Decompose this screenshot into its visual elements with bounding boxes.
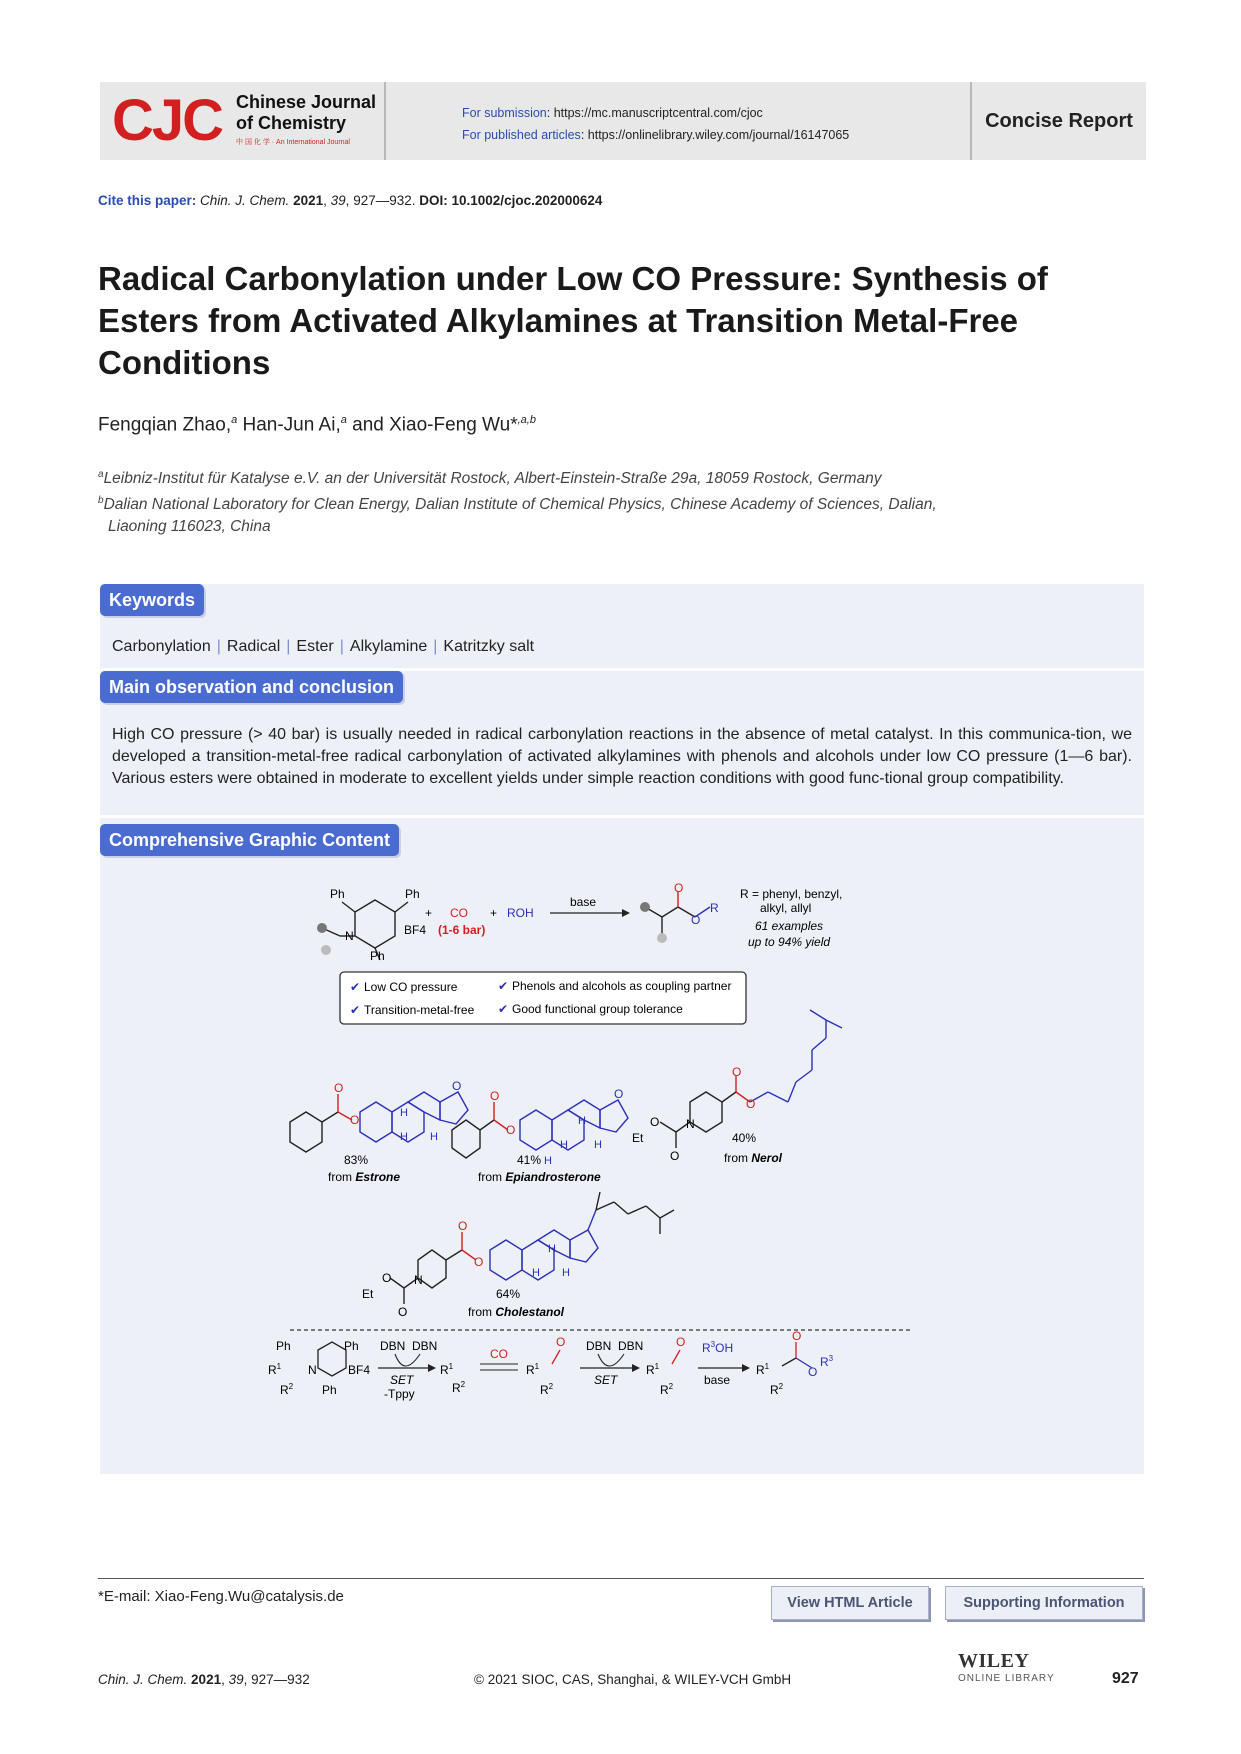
svg-text:BF4: BF4 bbox=[348, 1363, 371, 1377]
svg-text:DBN: DBN bbox=[618, 1339, 644, 1353]
logo-abbreviation: CJC bbox=[112, 88, 223, 153]
svg-text:R2: $R^2$ bbox=[660, 1382, 674, 1397]
svg-text:O: O bbox=[490, 1089, 500, 1103]
footer-volume: 39 bbox=[228, 1672, 244, 1687]
check-icon: ✔ bbox=[350, 1003, 361, 1017]
author-affil-mark: a bbox=[340, 414, 347, 426]
svg-text:R3OH: $R^3OH$ bbox=[702, 1340, 734, 1355]
alcohol-label: ROH bbox=[507, 906, 534, 920]
svg-text:DBN: DBN bbox=[380, 1339, 406, 1353]
svg-text:R: R bbox=[710, 901, 719, 915]
estrone-ester-structure bbox=[290, 1092, 468, 1152]
article-type: Concise Report bbox=[985, 109, 1133, 132]
footer-rule bbox=[98, 1578, 1144, 1579]
graphical-abstract bbox=[268, 880, 950, 1470]
svg-text:DBN: DBN bbox=[412, 1339, 438, 1353]
product-yield: 40% bbox=[732, 1131, 757, 1145]
author-affil-mark: a bbox=[231, 414, 238, 426]
cite-volume: 39 bbox=[330, 193, 346, 208]
journal-logo bbox=[100, 82, 384, 160]
wiley-wordmark: WILEY bbox=[958, 1650, 1030, 1672]
svg-text:H: H bbox=[430, 1131, 438, 1143]
footer-journal: Chin. J. Chem. bbox=[98, 1672, 188, 1687]
affiliation-text: Dalian National Laboratory for Clean Energy, Dalian Institute of Chemical Physics, Chinese Academy of Sciences, Dalian, bbox=[103, 496, 937, 514]
svg-text:O: O bbox=[452, 1079, 462, 1093]
svg-text:H: H bbox=[560, 1139, 568, 1151]
keywords-heading: Keywords bbox=[100, 584, 204, 616]
cite-pages: 927—932. bbox=[353, 193, 416, 208]
svg-text:R2: $R^2$ bbox=[770, 1382, 784, 1397]
header-links: For submission: https://mc.manuscriptcentral.com/cjoc For published articles: https://onlinelibrary.wiley.com/journal/16147065 bbox=[462, 106, 850, 142]
max-yield: up to 94% yield bbox=[748, 935, 831, 949]
co-label: CO bbox=[450, 906, 468, 920]
logo-line-1: Chinese Journal bbox=[236, 92, 377, 112]
substituent-dot bbox=[321, 945, 331, 955]
r-definition: alkyl, allyl bbox=[760, 901, 812, 915]
plus-sign: + bbox=[490, 906, 498, 920]
submission-label: For submission bbox=[462, 106, 547, 120]
svg-text:O: O bbox=[474, 1255, 484, 1269]
reaction-condition: base bbox=[570, 895, 597, 909]
svg-text:SET: SET bbox=[390, 1373, 414, 1387]
svg-text:O: O bbox=[732, 1065, 742, 1079]
svg-text:R2: $R^2$ bbox=[452, 1380, 466, 1395]
logo-subtitle: 中 国 化 学 · An International Journal bbox=[236, 139, 350, 146]
product-source: from Epiandrosterone bbox=[478, 1170, 601, 1184]
affiliations bbox=[98, 464, 1058, 538]
svg-text:R3: $R^3$ bbox=[820, 1354, 834, 1369]
product-yield: 83% bbox=[344, 1153, 369, 1167]
ethyl-label: Et bbox=[632, 1131, 644, 1145]
product-source: from Estrone bbox=[328, 1170, 401, 1184]
svg-text:R1: $R^1$ bbox=[268, 1362, 282, 1377]
keyword: Ester bbox=[296, 638, 334, 655]
svg-text:O: O bbox=[808, 1365, 818, 1379]
keyword: Katritzky salt bbox=[443, 638, 535, 655]
feature-item: Transition-metal-free bbox=[364, 1003, 475, 1017]
check-icon: ✔ bbox=[350, 980, 361, 994]
substituent-dot bbox=[317, 923, 327, 933]
svg-text:H: H bbox=[578, 1115, 586, 1127]
feature-item: Phenols and alcohols as coupling partner bbox=[512, 979, 732, 993]
svg-text:O: O bbox=[398, 1305, 408, 1319]
published-label: For published articles bbox=[462, 128, 581, 142]
phenyl-label: Ph bbox=[405, 887, 420, 901]
svg-text:N: N bbox=[686, 1117, 695, 1131]
affiliation-text: Leibniz-Institut für Katalyse e.V. an der Universität Rostock, Albert-Einstein-Straße 29a, 18059 Rostock, Germany bbox=[103, 470, 882, 488]
svg-text:base: base bbox=[704, 1373, 731, 1387]
main-observation-text: High CO pressure (> 40 bar) is usually needed in radical carbonylation reactions in the absence of metal catalyst. In this communica-tion, we developed a transition-metal-free radical carbonylation of activated alkylamines with phenols and alcohols under low CO pressure (1—6 bar). Various esters were obtained in moderate to excellent yields under simple reaction conditions with good func-tional group compatibility. bbox=[112, 726, 1132, 787]
svg-text:O: O bbox=[670, 1149, 680, 1163]
page-number: 927 bbox=[1112, 1670, 1139, 1687]
svg-text:O: O bbox=[382, 1271, 392, 1285]
example-count: 61 examples bbox=[755, 919, 824, 933]
author-name: Han-Jun Ai, bbox=[242, 414, 341, 436]
plus-sign: + bbox=[425, 906, 433, 920]
cite-label: Cite this paper: bbox=[98, 193, 197, 208]
svg-text:N: N bbox=[308, 1363, 317, 1377]
svg-text:R1: $R^1$ bbox=[526, 1362, 540, 1377]
product-source: from Nerol bbox=[724, 1151, 783, 1165]
logo-line-2: of Chemistry bbox=[236, 113, 347, 133]
svg-text:DBN: DBN bbox=[586, 1339, 612, 1353]
phenyl-label: Ph bbox=[370, 949, 385, 963]
wiley-subtext: ONLINE LIBRARY bbox=[958, 1673, 1055, 1684]
svg-text:O: O bbox=[458, 1219, 468, 1233]
keyword: Alkylamine bbox=[349, 638, 428, 655]
svg-text:Ph: Ph bbox=[276, 1339, 291, 1353]
affiliation-text: Liaoning 116023, China bbox=[108, 518, 271, 536]
graphic-heading: Comprehensive Graphic Content bbox=[100, 824, 399, 856]
published-link[interactable]: https://onlinelibrary.wiley.com/journal/16147065 bbox=[587, 128, 850, 142]
cholestanol-ester-structure bbox=[390, 1192, 674, 1304]
svg-text:O: O bbox=[792, 1329, 802, 1343]
svg-text:H: H bbox=[544, 1155, 552, 1167]
svg-text:O: O bbox=[614, 1087, 624, 1101]
wiley-logo bbox=[958, 1650, 1055, 1684]
svg-text:O: O bbox=[676, 1335, 686, 1349]
svg-text:O: O bbox=[334, 1081, 344, 1095]
keyword-list: Carbonylation | Radical | Ester | Alkylamine | Katritzky salt bbox=[112, 638, 535, 655]
cite-journal: Chin. J. Chem. bbox=[200, 193, 290, 208]
copyright-notice: © 2021 SIOC, CAS, Shanghai, & WILEY-VCH GmbH bbox=[474, 1672, 792, 1687]
check-icon: ✔ bbox=[498, 1002, 509, 1016]
feature-item: Good functional group tolerance bbox=[512, 1002, 683, 1016]
counterion-label: BF4 bbox=[404, 923, 427, 937]
svg-text:H: H bbox=[562, 1267, 570, 1279]
svg-text:H: H bbox=[400, 1131, 408, 1143]
affil-mark: a bbox=[98, 469, 104, 480]
svg-text:R2: $R^2$ bbox=[280, 1382, 294, 1397]
view-html-button[interactable]: View HTML Article bbox=[771, 1586, 929, 1620]
mechanism-scheme bbox=[268, 1329, 834, 1401]
svg-text:-Tppy: -Tppy bbox=[384, 1387, 415, 1401]
footer-citation: Chin. J. Chem. 2021, 39, 927—932 bbox=[98, 1672, 310, 1687]
nitrogen-label: N bbox=[345, 929, 354, 943]
citation-line: Cite this paper: Chin. J. Chem. 2021, 39, 927—932. DOI: 10.1002/cjoc.202000624 bbox=[98, 193, 603, 208]
svg-text:Ph: Ph bbox=[344, 1339, 359, 1353]
svg-text:R1: $R^1$ bbox=[440, 1362, 454, 1377]
svg-text:CO: CO bbox=[490, 1347, 508, 1361]
ethyl-label: Et bbox=[362, 1287, 374, 1301]
author-affil-mark: ,a,b bbox=[517, 414, 536, 426]
product-source: from Cholestanol bbox=[468, 1305, 565, 1319]
keyword: Radical bbox=[226, 638, 281, 655]
author-list bbox=[98, 414, 536, 436]
svg-text:N: N bbox=[414, 1273, 423, 1287]
svg-text:O: O bbox=[350, 1113, 360, 1127]
svg-text:R2: $R^2$ bbox=[540, 1382, 554, 1397]
article-title: Radical Carbonylation under Low CO Pressure: Synthesis of Esters from Activated Alkylamines at Transition Metal-Free Conditions bbox=[98, 260, 1048, 381]
svg-text:H: H bbox=[532, 1267, 540, 1279]
svg-text:Ph: Ph bbox=[322, 1383, 337, 1397]
svg-text:O: O bbox=[691, 913, 701, 927]
katritzky-salt-structure bbox=[322, 900, 408, 960]
cite-year: 2021 bbox=[293, 193, 324, 208]
svg-text:R1: $R^1$ bbox=[756, 1362, 770, 1377]
product-yield: 41% bbox=[517, 1153, 542, 1167]
header-divider bbox=[384, 82, 386, 160]
svg-text:O: O bbox=[506, 1123, 516, 1137]
svg-text:O: O bbox=[650, 1115, 660, 1129]
author-name: and Xiao-Feng Wu* bbox=[352, 414, 518, 436]
svg-text:H: H bbox=[400, 1107, 408, 1119]
supporting-info-button[interactable]: Supporting Information bbox=[945, 1586, 1143, 1620]
cite-doi[interactable]: DOI: 10.1002/cjoc.202000624 bbox=[419, 193, 603, 208]
svg-text:H: H bbox=[548, 1243, 556, 1255]
check-icon: ✔ bbox=[498, 979, 509, 993]
corresponding-email[interactable]: *E-mail: Xiao-Feng.Wu@catalysis.de bbox=[98, 1588, 344, 1605]
footer-pages: 927—932 bbox=[251, 1672, 310, 1687]
svg-text:O: O bbox=[556, 1335, 566, 1349]
journal-header bbox=[100, 82, 1146, 160]
footer-year: 2021 bbox=[191, 1672, 222, 1687]
affil-mark: b bbox=[98, 495, 104, 507]
svg-text:R1: $R^1$ bbox=[646, 1362, 660, 1377]
svg-text:O: O bbox=[674, 881, 684, 895]
svg-text:SET: SET bbox=[594, 1373, 618, 1387]
r-definition: R = phenyl, benzyl, bbox=[740, 887, 843, 901]
author-name: Fengqian Zhao, bbox=[98, 414, 232, 436]
main-observation-heading: Main observation and conclusion bbox=[100, 671, 403, 703]
submission-link[interactable]: https://mc.manuscriptcentral.com/cjoc bbox=[553, 106, 763, 120]
keyword: Carbonylation bbox=[112, 638, 211, 655]
co-pressure: (1-6 bar) bbox=[438, 923, 486, 937]
feature-item: Low CO pressure bbox=[364, 980, 458, 994]
svg-text:O: O bbox=[746, 1097, 756, 1111]
product-yield: 64% bbox=[496, 1287, 521, 1301]
svg-text:H: H bbox=[594, 1139, 602, 1151]
phenyl-label: Ph bbox=[330, 887, 345, 901]
